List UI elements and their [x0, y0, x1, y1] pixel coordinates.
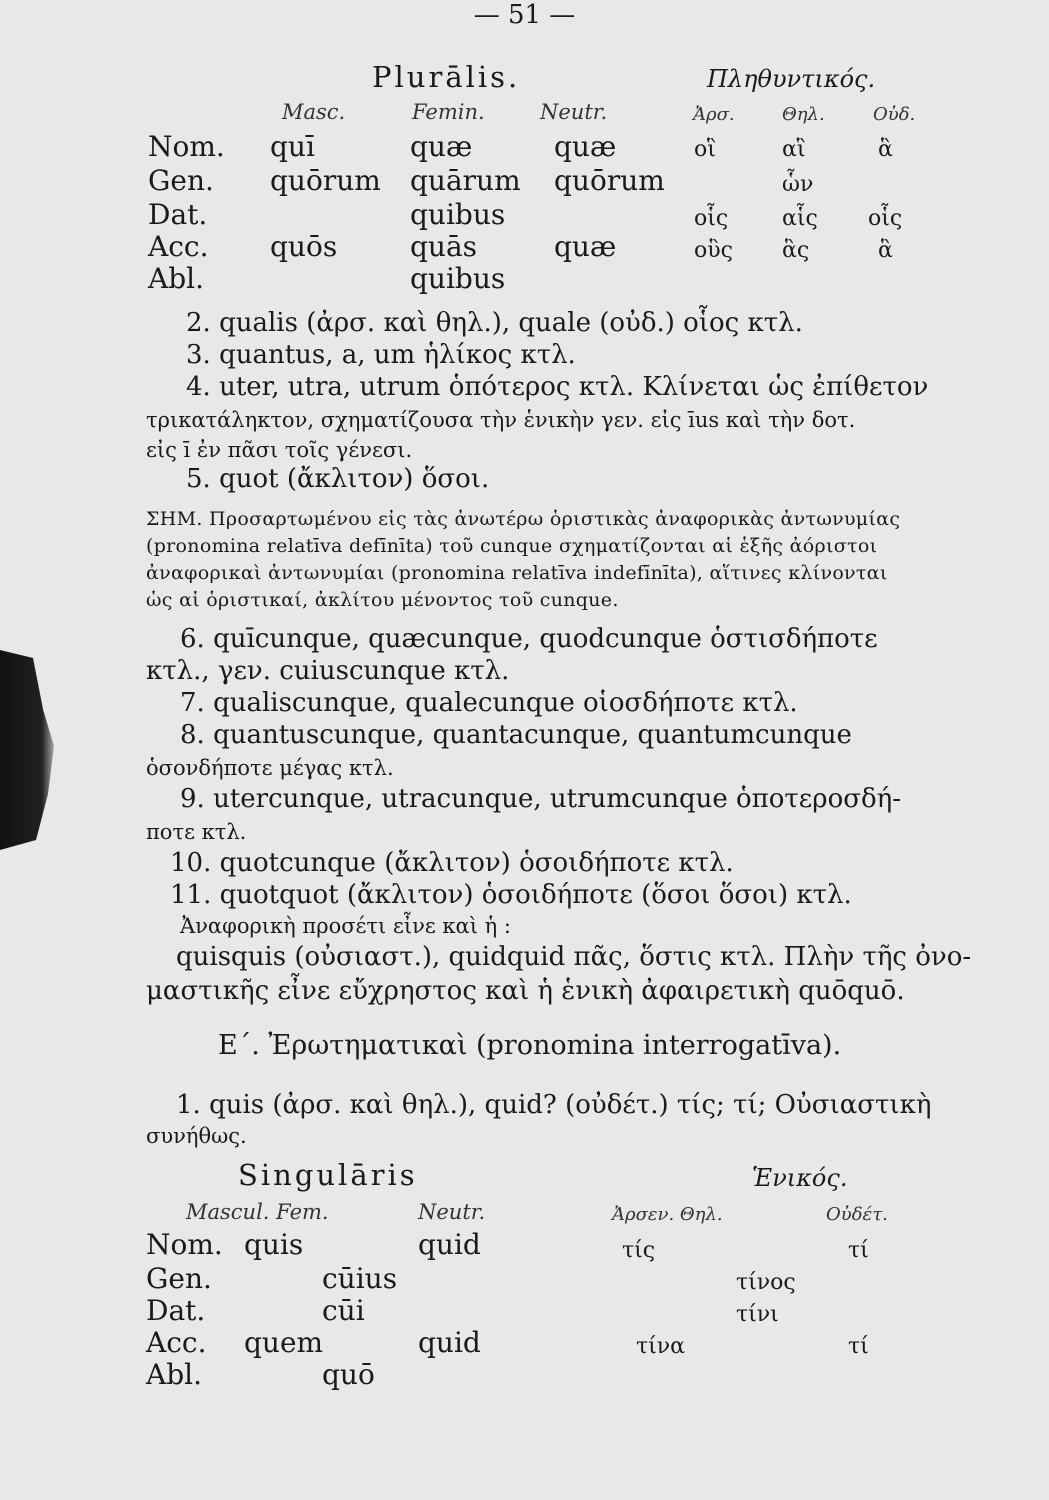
note-line: ἀναφορικαὶ ἀντωνυμίαι (pronomina relatīva indefīnīta), αἵτινες κλίνονται: [146, 562, 888, 584]
greek-form: τί: [848, 1334, 869, 1359]
list-item: 5. quot (ἄκλιτον) ὅσοι.: [186, 464, 490, 494]
latin-form: cūius: [322, 1262, 398, 1295]
latin-form: quō: [322, 1358, 375, 1391]
greek-form: τίνος: [736, 1270, 796, 1295]
column-header: Οὐδ.: [873, 104, 916, 125]
list-item: 2. qualis (ἀρσ. καὶ θηλ.), quale (οὐδ.) οἷος κτλ.: [186, 308, 803, 338]
latin-form: quem: [244, 1326, 324, 1359]
case-label: Nom.: [148, 130, 225, 163]
list-item: 7. qualiscunque, qualecunque οἱοσδήποτε κτλ.: [180, 688, 798, 718]
latin-form: cūi: [322, 1294, 365, 1327]
latin-form: quibus: [410, 198, 506, 231]
latin-form: quid: [418, 1228, 481, 1261]
list-item: 11. quotquot (ἄκλιτον) ὁσοιδήποτε (ὅσοι ὅσοι) κτλ.: [170, 880, 852, 910]
column-header: Ἀρσεν. Θηλ.: [612, 1204, 723, 1225]
column-header: Οὐδέτ.: [826, 1204, 888, 1225]
case-label: Dat.: [148, 198, 208, 231]
list-item: 10. quotcunque (ἄκλιτον) ὁσοιδήποτε κτλ.: [170, 848, 734, 878]
column-header: Neutr.: [540, 100, 608, 124]
latin-form: quid: [418, 1326, 481, 1359]
latin-form: quārum: [410, 164, 521, 197]
latin-form: quis: [244, 1228, 304, 1261]
column-header: Masc.: [282, 100, 346, 124]
case-label: Nom.: [146, 1228, 223, 1261]
list-item: 9. utercunque, utracunque, utrumcunque ὁποτεροσδή-: [180, 784, 901, 814]
case-label: Acc.: [148, 230, 209, 263]
list-item-continued: κτλ., γεν. cuiuscunque κτλ.: [146, 656, 510, 686]
column-header: Neutr.: [418, 1200, 486, 1224]
list-item: 4. uter, utra, utrum ὁπότερος κτλ. Κλίνεται ὡς ἐπίθετον: [186, 372, 929, 402]
greek-form: αἷς: [782, 206, 818, 231]
list-item: 1. quis (ἀρσ. καὶ θηλ.), quid? (οὐδέτ.) τίς; τί; Οὐσιαστικὴ: [176, 1090, 932, 1120]
plural-greek-title: Πληθυντικός.: [707, 65, 876, 93]
greek-form: τίνι: [736, 1302, 779, 1327]
list-item-continued: ὁσονδήποτε μέγας κτλ.: [146, 756, 394, 780]
list-item-continued: συνήθως.: [146, 1124, 247, 1148]
note-line: ΣΗΜ. Προσαρτωμένου εἰς τὰς ἀνωτέρω ὁριστικὰς ἀναφορικὰς ἀντωνυμίας: [146, 508, 901, 530]
greek-form: ἃς: [782, 238, 810, 263]
column-header: Ἀρσ.: [693, 104, 735, 125]
note-line: (pronomina relatīva defīnīta) τοῦ cunque σχηματίζονται αἱ ἑξῆς ἀόριστοι: [146, 535, 878, 557]
greek-form: οἷς: [868, 206, 903, 231]
greek-form: ἃ: [878, 238, 893, 263]
list-item-continued: εἰς ī ἐν πᾶσι τοῖς γένεσι.: [146, 438, 413, 462]
latin-form: quæ: [554, 230, 617, 263]
greek-form: τί: [848, 1238, 869, 1263]
text-line: quisquis (οὐσιαστ.), quidquid πᾶς, ὅστις κτλ. Πλὴν τῆς ὀνο-: [176, 942, 972, 972]
case-label: Gen.: [148, 164, 214, 197]
list-item-continued: τρικατάληκτον, σχηματίζουσα τὴν ἑνικὴν γεν. εἰς īus καὶ τὴν δοτ.: [146, 408, 856, 432]
latin-form: quæ: [554, 130, 617, 163]
singular-greek-title: Ἑνικός.: [752, 1164, 848, 1192]
plural-title: Plurālis.: [372, 60, 521, 94]
latin-form: quās: [410, 230, 478, 263]
list-item: 3. quantus, a, um ἡλίκος κτλ.: [186, 340, 576, 370]
greek-form: αἳ: [782, 137, 806, 162]
greek-form: οὓς: [694, 238, 733, 263]
case-label: Acc.: [146, 1326, 207, 1359]
column-header: Θηλ.: [782, 104, 825, 125]
case-label: Abl.: [148, 262, 204, 295]
greek-form: τίς: [622, 1238, 656, 1263]
text-line: Ἀναφορικὴ προσέτι εἶνε καὶ ἡ :: [180, 914, 511, 938]
page-number: — 51 —: [473, 0, 576, 30]
column-header: Femin.: [412, 100, 485, 124]
greek-form: οἷς: [694, 206, 729, 231]
latin-form: quōs: [270, 230, 338, 263]
note-line: ὡς αἱ ὁριστικαί, ἀκλίτου μένοντος τοῦ cunque.: [146, 589, 619, 611]
text-line: μαστικῆς εἶνε εὔχρηστος καὶ ἡ ἑνικὴ ἀφαιρετικὴ quōquō.: [146, 976, 905, 1006]
list-item: 6. quīcunque, quæcunque, quodcunque ὁστισδήποτε: [180, 624, 878, 654]
singular-title: Singulāris: [238, 1158, 418, 1192]
binding-shadow: [0, 650, 60, 850]
latin-form: quōrum: [270, 164, 381, 197]
case-label: Abl.: [146, 1358, 202, 1391]
latin-form: quæ: [410, 130, 473, 163]
latin-form: quī: [270, 130, 315, 163]
latin-form: quibus: [410, 262, 506, 295]
greek-form: οἳ: [694, 137, 716, 162]
case-label: Dat.: [146, 1294, 206, 1327]
latin-form: quōrum: [554, 164, 665, 197]
greek-form: τίνα: [636, 1334, 686, 1359]
case-label: Gen.: [146, 1262, 212, 1295]
section-heading: Ε΄. Ἐρωτηματικαὶ (pronomina interrogatīva).: [218, 1030, 842, 1061]
column-header: Mascul. Fem.: [186, 1200, 329, 1224]
list-item: 8. quantuscunque, quantacunque, quantumcunque: [180, 720, 852, 750]
greek-form: ἃ: [878, 137, 893, 162]
list-item-continued: ποτε κτλ.: [146, 820, 247, 844]
greek-form: ὧν: [782, 172, 814, 197]
